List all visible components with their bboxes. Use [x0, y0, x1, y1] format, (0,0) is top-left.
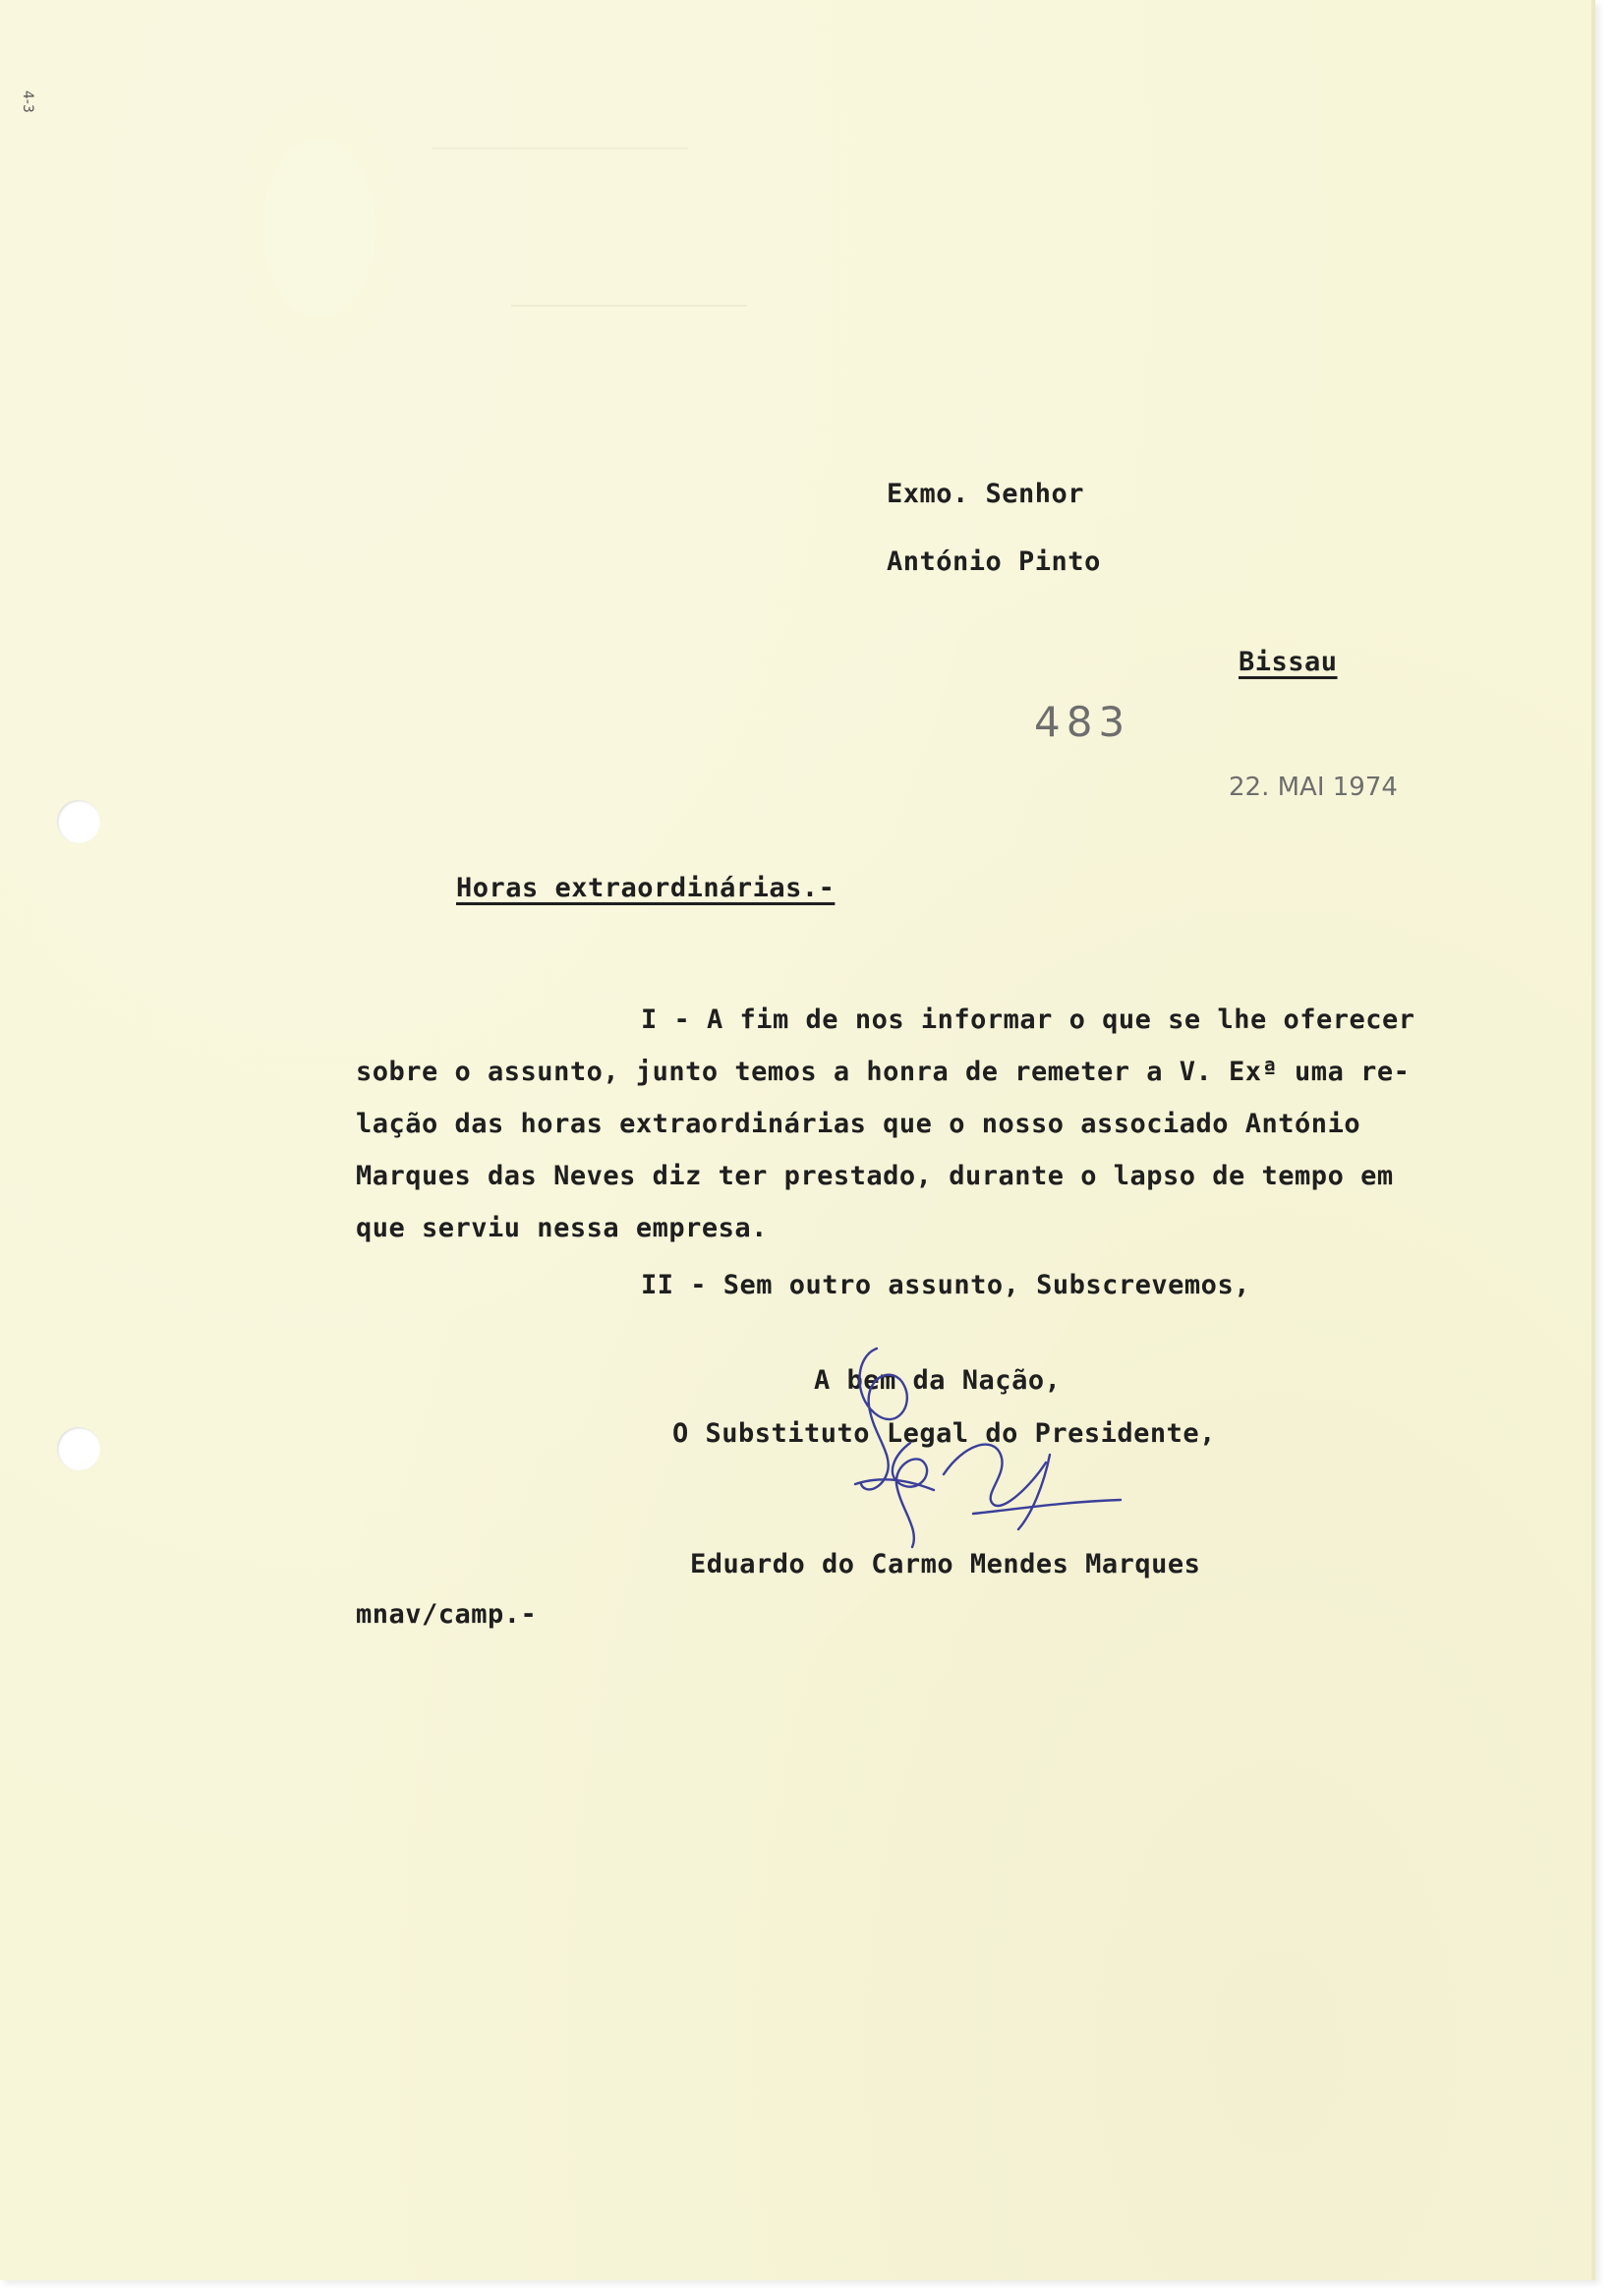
recipient-salutation: Exmo. Senhor — [887, 479, 1085, 509]
margin-note: 4-3 — [20, 90, 35, 113]
signer-name: Eduardo do Carmo Mendes Marques — [690, 1549, 1201, 1579]
paragraph-1-line-1: I - A fim de nos informar o que se lhe oferecer — [641, 1004, 1415, 1035]
handwritten-signature — [826, 1337, 1140, 1563]
paragraph-1-line-2: sobre o assunto, junto temos a honra de remeter a V. Exª uma re- — [356, 1057, 1411, 1087]
subject-line: Horas extraordinárias.- — [456, 873, 836, 903]
reference-number-stamp: 483 — [1034, 698, 1131, 746]
paragraph-2: II - Sem outro assunto, Subscrevemos, — [641, 1270, 1250, 1300]
recipient-name: António Pinto — [887, 546, 1101, 577]
punch-hole-bottom — [57, 1427, 100, 1470]
date-stamp: 22. MAI 1974 — [1229, 773, 1398, 802]
show-through-ghost-2 — [433, 118, 688, 149]
paragraph-1-line-4: Marques das Neves diz ter prestado, durante o lapso de tempo em — [356, 1161, 1394, 1191]
closing-line-2: O Substituto Legal do Presidente, — [672, 1418, 1216, 1449]
closing-line-1: A bem da Nação, — [814, 1365, 1062, 1396]
recipient-city: Bissau — [1239, 647, 1338, 677]
punch-hole-top — [57, 800, 100, 843]
paragraph-1-line-3: lação das horas extraordinárias que o nosso associado António — [356, 1109, 1361, 1139]
typist-initials: mnav/camp.- — [356, 1599, 538, 1630]
paragraph-1-line-5: que serviu nessa empresa. — [356, 1213, 768, 1243]
show-through-ghost-1 — [511, 265, 747, 307]
